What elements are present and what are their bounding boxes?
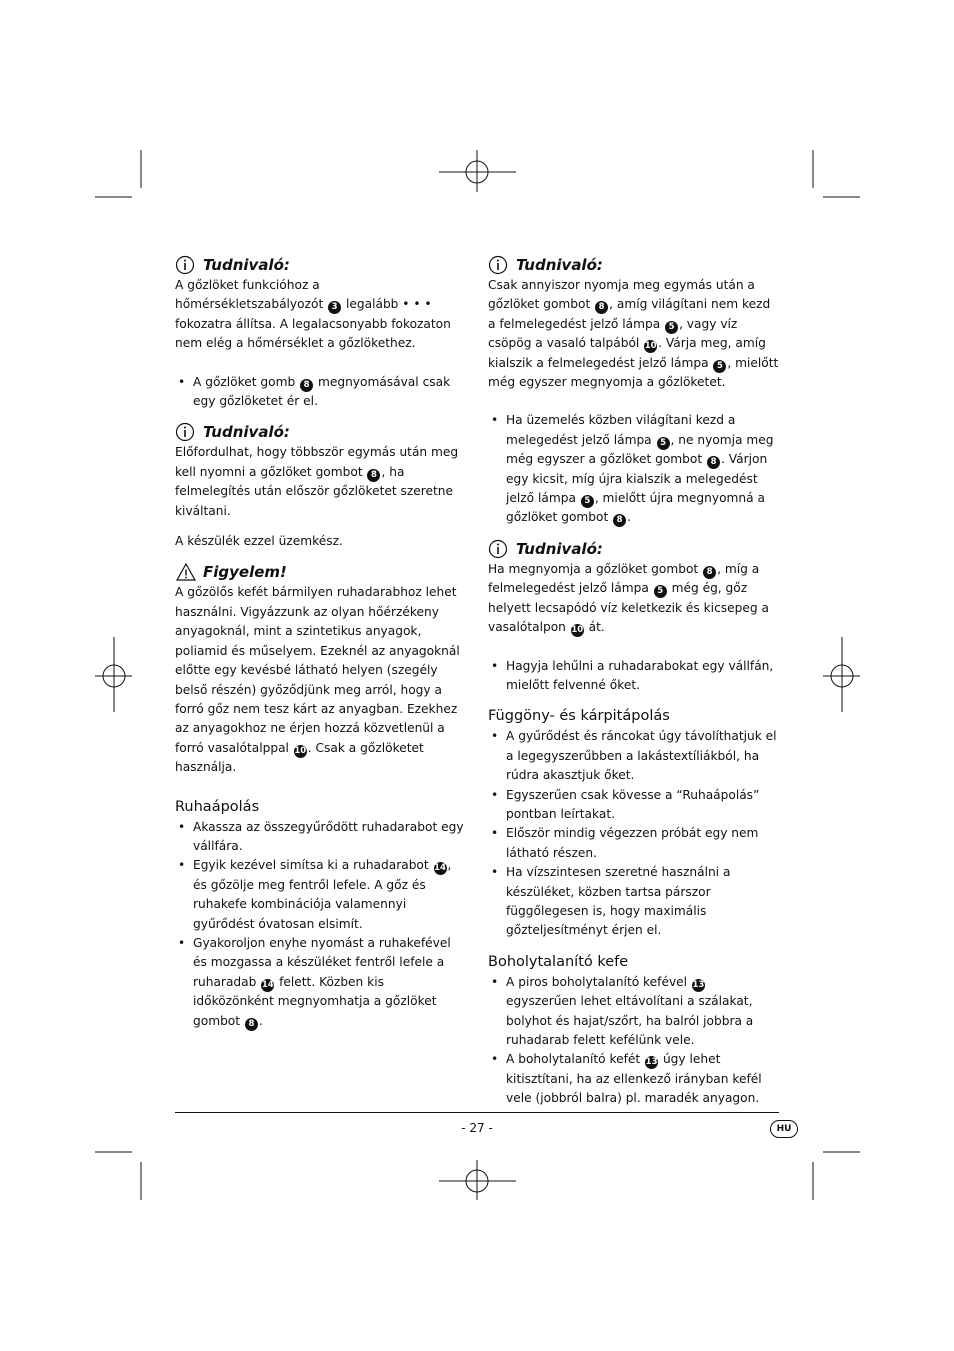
part-number-badge: 8 <box>595 301 608 314</box>
note-text: Ha megnyomja a gőzlöket gombot 8 , míg a felmelegedést jelző lámpa 5 még ég, gőz helyett lecsapódó víz keletkezik és kicsepeg a vasalótalpon 10 át. <box>488 561 769 636</box>
bullet-list <box>175 818 467 1031</box>
part-number-badge: 8 <box>613 514 626 527</box>
bullet-list <box>488 657 780 696</box>
part-number-badge: 10 <box>644 341 657 352</box>
list-item: • Hagyja lehűlni a ruhadarabokat egy vállfán, mielőtt felvenné őket. <box>488 657 780 696</box>
part-number-badge: 8 <box>367 469 380 482</box>
note-heading <box>175 422 467 442</box>
part-number-badge: 13 <box>692 979 705 990</box>
list-item: • Akassza az összegyűrődött ruhadarabot egy vállfára. <box>175 818 467 857</box>
note-heading <box>175 255 467 275</box>
part-number-badge: 5 <box>657 437 670 450</box>
part-number-badge: 14 <box>434 863 446 874</box>
bullet-list <box>488 727 780 940</box>
part-number-badge: 8 <box>245 1018 258 1031</box>
warning-heading-text: Figyelem! <box>203 563 287 582</box>
part-number-badge: 3 <box>328 301 341 314</box>
info-icon <box>488 255 510 275</box>
bullet-list <box>175 373 467 412</box>
part-number-badge: 8 <box>707 456 720 469</box>
footer-rule <box>175 1112 779 1113</box>
list-item: • Ha üzemelés közben világítani kezd a melegedést jelző lámpa 5 , ne nyomja meg még egyszer a gőzlöket gombot 8 . Várjon egy kicsit, míg újra kialszik a melegedést jelző lámpa 5 , mielőtt újra megnyomná a gőzlöket gombot 8 . <box>488 411 780 527</box>
part-number-badge: 5 <box>713 360 726 373</box>
info-icon <box>175 255 197 275</box>
list-item: • A gőzlöket gomb 8 megnyomásával csak egy gőzlöketet ér el. <box>175 373 467 412</box>
section-heading: Ruhaápolás <box>175 798 260 815</box>
part-number-badge: 10 <box>571 625 584 636</box>
note-heading-text: Tudnivaló: <box>516 256 603 274</box>
bullet-list <box>488 411 780 527</box>
warning-heading <box>175 562 467 582</box>
list-item: • A gyűrődést és ráncokat úgy távolíthatjuk el a legegyszerűbben a lakástextíliákból, ha rúdra akasztjuk őket. <box>488 727 780 785</box>
list-item: • Ha vízszintesen szeretné használni a készüléket, közben tartsa párszor függőlegesen is, hogy maximális gőzteljesítményt érjen el. <box>488 863 780 941</box>
section-heading: Függöny- és kárpitápolás <box>488 708 670 725</box>
note-heading-text: Tudnivaló: <box>203 423 290 442</box>
ready-text: A készülék ezzel üzemkész. <box>175 534 343 549</box>
note-text: Előfordulhat, hogy többször egymás után meg kell nyomni a gőzlöket gombot 8 , ha felmelegítés után először gőzlöketet szeretne kiváltani. <box>175 445 459 518</box>
part-number-badge: 10 <box>294 745 307 756</box>
note-text: Csak annyiszor nyomja meg egymás után a gőzlöket gombot 8 , amíg világítani nem kezd a felmelegedést jelző lámpa 5 , vagy víz csöpög a vasaló talpából 10 . Várja meg, amíg kialszik a felmelegedést jelző lámpa 5 , mielőtt még egyszer megnyomja a gőzlöketet. <box>488 278 779 390</box>
note-heading-text: Tudnivaló: <box>516 539 603 558</box>
note-heading <box>488 255 780 275</box>
list-item: • A boholytalanító kefét 13 úgy lehet kitisztítani, ha az ellenkező irányban kefél vele (jobbról balra) pl. maradék anyagon. <box>488 1050 780 1108</box>
part-number-badge: 5 <box>581 495 594 508</box>
note-heading-text: Tudnivaló: <box>203 256 290 274</box>
language-badge: HU <box>770 1120 798 1138</box>
list-item: • Egyik kezével simítsa ki a ruhadarabot 14 , és gőzölje meg fentről lefele. A gőz és ruhakefe kombinációja valamennyi gyűrődést óvatosan elsimít. <box>175 856 467 934</box>
page-number: - 27 - <box>461 1121 493 1135</box>
part-number-badge: 8 <box>300 379 313 392</box>
note-heading <box>488 539 780 559</box>
part-number-badge: 13 <box>645 1057 658 1068</box>
list-item: • Gyakoroljon enyhe nyomást a ruhakefével és mozgassa a készüléket fentről lefele a ruharadab 14 felett. Közben kis időközönként megnyomhatja a gőzlöket gombot 8 . <box>175 934 467 1031</box>
bullet-list <box>488 973 780 1109</box>
warning-triangle-icon <box>175 562 197 582</box>
left-column <box>175 255 467 1031</box>
info-icon <box>175 422 197 442</box>
part-number-badge: 8 <box>703 566 716 579</box>
info-icon <box>488 539 510 559</box>
list-item: • Egyszerűen csak kövesse a “Ruhaápolás” pontban leírtakat. <box>488 786 780 825</box>
note-text: A gőzlöket funkcióhoz a hőmérsékletszabályozót 3 legalább • • • fokozatra állítsa. A legalacsonyabb fokozaton nem elég a hőmérséklet a gőzlökethez. <box>175 278 451 351</box>
part-number-badge: 5 <box>654 585 667 598</box>
part-number-badge: 14 <box>261 979 274 990</box>
list-item: • Először mindig végezzen próbát egy nem látható részen. <box>488 824 780 863</box>
section-heading: Boholytalanító kefe <box>488 953 629 970</box>
part-number-badge: 5 <box>665 321 678 334</box>
right-column <box>488 255 780 1109</box>
list-item: • A piros boholytalanító kefével 13 egyszerűen lehet eltávolítani a szálakat, bolyhot és hajat/szőrt, ha balról jobbra a ruhadarab felett kefélünk vele. <box>488 973 780 1051</box>
warning-text: A gőzölős kefét bármilyen ruhadarabhoz lehet használni. Vigyázzunk az olyan hőérzékeny anyagoknál, mint a szintetikus anyagok, poliamid és műselyem. Ezeknél az anyagoknál előtte egy kevésbé látható helyen (szegély belső részén) győződjünk meg arról, hogy a forró gőz nem tesz kárt az anyagban. Ezekhez az anyagokhoz ne érjen hozzá közvetlenül a forró vasalótalppal 10 . Csak a gőzlöketet használja. <box>175 585 460 775</box>
